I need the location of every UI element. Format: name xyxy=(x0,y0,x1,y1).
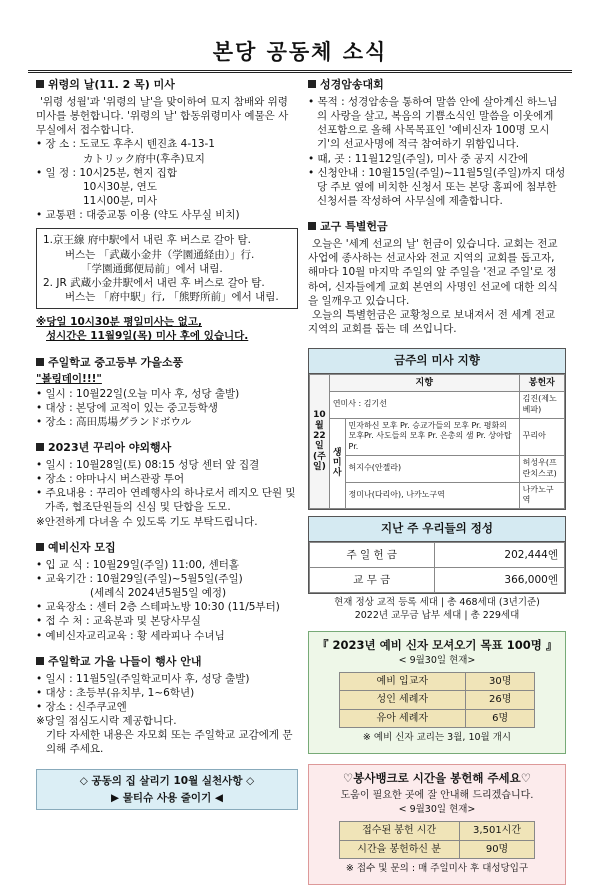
volunteer-subtitle: 도움이 필요한 곳에 잘 안내해 드리겠습니다. xyxy=(340,789,534,801)
info-line: • 장소 : 야마나시 버스관광 투어 xyxy=(36,473,185,486)
note-line: ※당일 10시30분 평일미사는 없고, xyxy=(36,316,202,329)
tithe-household-count: 2022년 교무금 납부 세대 | 총 229세대 xyxy=(354,609,520,621)
volunteer-note: ※ 접수 및 문의 : 매 주일미사 후 대성당입구 xyxy=(345,863,529,875)
info-line: • 예비신자교리교육 : 황 세라피나 수녀님 xyxy=(36,629,225,642)
info-line: 기타 자세한 내용은 자모회 또는 주일학교 교감에게 문의해 주세요. xyxy=(46,729,293,756)
info-line: • 교육기간 : 10월29일(주일)~5월5일(주일) xyxy=(36,572,243,585)
intent-header: 지향 xyxy=(329,374,519,391)
info-line: • 신청안내 : 10월15일(주일)~11월5일(주일)까지 대성당 주보 옆에 비치한 신청서 또는 본당 홈피에 첨부한 신청서를 작성하여 사무실에 제출합니다. xyxy=(308,166,566,208)
intent-cell: 허지수(안젤라) xyxy=(345,455,519,482)
catechumen-goal-box xyxy=(308,631,566,755)
info-line: • 대상 : 본당에 교적이 있는 중고등학생 xyxy=(36,401,218,414)
section-bible-recitation xyxy=(308,78,566,208)
transport-line: • 교통편 : 대중교통 이용 (약도 사무실 비치) xyxy=(36,209,240,222)
volunteer-title: ♡봉사뱅크로 시간을 봉헌해 주세요♡ xyxy=(342,771,532,786)
place-line: • 장 소 : 도쿄도 후추시 텐진쵸 4-13-1 xyxy=(36,138,215,151)
square-bullet-icon xyxy=(308,222,316,230)
living-mass-label: 생미사 xyxy=(329,418,345,509)
section-title: 예비신자 모집 xyxy=(48,540,116,554)
place-line-2: カトリック府中(후추)묘지 xyxy=(83,152,205,165)
left-column xyxy=(36,78,298,810)
stat-label: 예비 입교자 xyxy=(339,672,465,691)
info-line: • 때, 곳 : 11월12일(주일), 미사 중 공지 시간에 xyxy=(308,152,529,165)
info-line: • 장소 : 신주쿠교엔 xyxy=(36,700,127,713)
offerer-cell: 꾸리아 xyxy=(519,418,564,455)
as-of-date: < 9월30일 현재> xyxy=(398,655,476,667)
square-bullet-icon xyxy=(36,543,44,551)
directions-line: 1.京王線 府中駅에서 내린 후 버스로 갈아 탐. xyxy=(43,234,251,247)
stat-value: 30명 xyxy=(466,672,535,691)
banner-title: ◇ 공동의 집 살리기 10월 실천사항 ◇ xyxy=(79,774,255,787)
directions-line: 버스는 「府中駅」行, 「熊野所前」에서 내림. xyxy=(65,291,279,304)
goal-title: 『 2023년 예비 신자 모셔오기 목표 100명 』 xyxy=(317,637,558,652)
section-youth-picnic xyxy=(36,356,298,430)
paragraph: '위령 성월'과 '위령의 날'을 맞이하여 묘지 참배와 위령미사를 봉헌합니다. '위령의 날' 합동위령미사 예물은 사무실에서 접수합니다. xyxy=(36,95,289,137)
tithe-label: 교 무 금 xyxy=(310,567,435,592)
section-title: 위령의 날(11. 2 목) 미사 xyxy=(48,78,175,91)
section-all-souls xyxy=(36,78,298,344)
banner-action: ▶ 물티슈 사용 줄이기 ◀ xyxy=(111,791,223,804)
stat-value: 90명 xyxy=(459,840,535,859)
stat-label: 유아 세례자 xyxy=(339,709,465,728)
right-column xyxy=(308,78,566,885)
offerings-table xyxy=(308,516,566,594)
as-of-date: < 9월30일 현재> xyxy=(398,804,476,816)
tithe-value: 366,000엔 xyxy=(434,567,564,592)
title-divider xyxy=(28,70,572,73)
section-catechumen xyxy=(36,541,298,643)
subtitle: "볼링데이!!!" xyxy=(36,373,102,386)
intent-cell: 민자하신 모후 Pr. 승교가들의 모후 Pr. 평화의 모후Pr. 사도들의 모후 Pr. 은총의 샘 Pr. 상아탑Pr. xyxy=(345,418,519,455)
stat-value: 26명 xyxy=(466,691,535,710)
section-curia-outing xyxy=(36,441,298,529)
volunteer-bank-box xyxy=(308,764,566,885)
info-line: • 일시 : 10월28일(토) 08:15 성당 센터 앞 집결 xyxy=(36,458,260,471)
info-line: • 장소 : 高田馬場グランドボウル xyxy=(36,415,192,428)
section-title: 주일학교 가을 나들이 행사 안내 xyxy=(48,654,202,668)
stat-label: 시간을 봉헌하신 분 xyxy=(339,840,459,859)
stat-value: 6명 xyxy=(466,709,535,728)
section-title: 교구 특별헌금 xyxy=(320,220,388,234)
offerer-cell: 김진(제노베파) xyxy=(519,391,564,418)
intent-cell: 정미나(다리아), 나카노구역 xyxy=(345,482,519,509)
section-school-outing xyxy=(36,655,298,757)
table-title: 지난 주 우리들의 정성 xyxy=(309,517,565,542)
directions-box xyxy=(36,228,298,309)
info-line: • 교육장소 : 센터 2층 스테파노방 10:30 (11/5부터) xyxy=(36,601,280,614)
note-line-2: 성시간은 11월9일(목) 미사 후에 있습니다. xyxy=(46,330,249,343)
section-title: 성경암송대회 xyxy=(320,78,384,91)
sunday-offering-value: 202,444엔 xyxy=(434,542,564,567)
section-special-collection xyxy=(308,220,566,336)
info-line: • 일시 : 10월22일(오늘 미사 후, 성당 출발) xyxy=(36,387,240,400)
square-bullet-icon xyxy=(308,80,316,88)
info-line: ※안전하게 다녀올 수 있도록 기도 부탁드립니다. xyxy=(36,515,258,528)
info-line: • 주요내용 : 꾸리아 연례행사의 하나로서 레지오 단원 및 가족, 협조단원들의 신심 및 단합을 도모. xyxy=(36,487,296,514)
section-title: 2023년 꾸리아 야외행사 xyxy=(48,441,172,455)
stat-label: 성인 세례자 xyxy=(339,691,465,710)
table-title: 금주의 미사 지향 xyxy=(309,349,565,374)
common-home-banner xyxy=(36,769,298,810)
offerer-cell: 허성우(프란치스코) xyxy=(519,455,564,482)
info-line: • 목적 : 성경암송을 통하여 말씀 안에 살아계신 하느님의 사랑을 살고, 복음의 기쁨소식인 말씀을 이웃에게 선포함으로 올해 사목목표인 '예비신자 100명 모시기'의 선교사명에 적극 참여하기 위함입니다. xyxy=(308,95,558,151)
square-bullet-icon xyxy=(36,657,44,665)
intent-cell: 연미사 : 김기선 xyxy=(329,391,519,418)
page-title: 본당 공동체 소식 xyxy=(212,40,388,64)
directions-line: 2. JR 武蔵小金井駅에서 내린 후 버스로 갈아 탐. xyxy=(43,276,265,289)
info-line: • 일시 : 11월5일(주일학교미사 후, 성당 출발) xyxy=(36,672,250,685)
square-bullet-icon xyxy=(36,443,44,451)
date-cell: 10월22일(주일) xyxy=(310,374,330,508)
stat-value: 3,501시간 xyxy=(459,822,535,841)
directions-line: 버스는 「武蔵小金井（学園通経由）」行. xyxy=(65,248,255,261)
time-line: • 일 정 : 10시25분, 현지 집합 xyxy=(36,166,177,179)
stat-label: 접수된 봉헌 시간 xyxy=(339,822,459,841)
paragraph: 오늘은 '세계 선교의 날' 헌금이 있습니다. 교회는 전교 사업에 종사하는 선교사와 전교 지역의 교회를 돕고자, 해마다 10월 마지막 주일의 앞 주일을 '전교 주일'로 정하여, 신자들에게 교회 본연의 사명인 선교에 대한 의식을 일깨우고 있습니다. xyxy=(308,238,558,307)
info-line: (세례식 2024년5월5일 예정) xyxy=(90,587,227,600)
section-title: 주일학교 중고등부 가을소풍 xyxy=(48,355,184,369)
paragraph: 오늘의 특별헌금은 교황청으로 보내져서 전 세계 전교 지역의 교회를 돕는 데 쓰입니다. xyxy=(308,308,556,336)
directions-line: 「学園通郵便局前」에서 내림. xyxy=(81,262,223,275)
info-line: ※당일 점심도시락 제공합니다. xyxy=(36,715,177,728)
info-line: • 대상 : 초등부(유치부, 1~6학년) xyxy=(36,686,195,699)
square-bullet-icon xyxy=(36,80,44,88)
time-line-3: 11시00분, 미사 xyxy=(83,195,157,208)
sunday-offering-label: 주 일 헌 금 xyxy=(310,542,435,567)
mass-intentions-table xyxy=(308,348,566,510)
info-line: • 접 수 처 : 교육분과 및 본당사무실 xyxy=(36,615,201,628)
square-bullet-icon xyxy=(36,358,44,366)
time-line-2: 10시30분, 연도 xyxy=(83,180,157,193)
offerer-cell: 나카노구역 xyxy=(519,482,564,509)
household-count: 현재 정상 교적 등록 세대 | 총 468세대 (3년기준) xyxy=(334,596,540,608)
goal-note: ※ 예비 신자 교리는 3월, 10월 개시 xyxy=(362,732,512,744)
info-line: • 입 교 식 : 10월29일(주일) 11:00, 센터홀 xyxy=(36,558,240,571)
offerer-header: 봉헌자 xyxy=(519,374,564,391)
